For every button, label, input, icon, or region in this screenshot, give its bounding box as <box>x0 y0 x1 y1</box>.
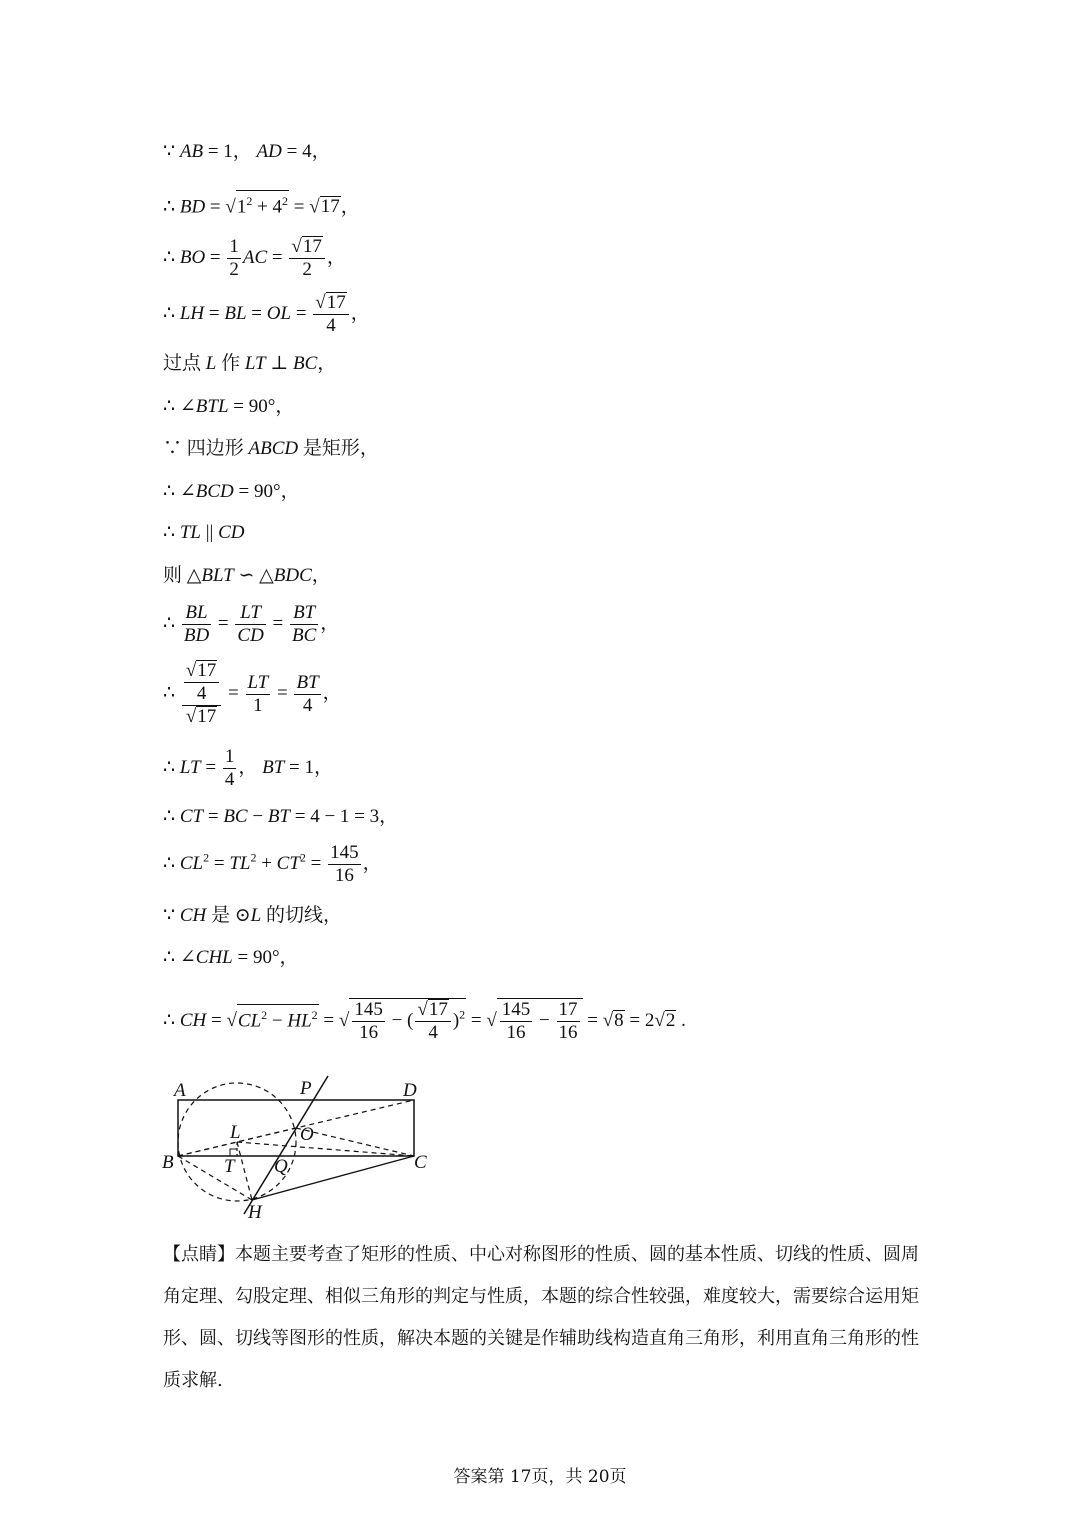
proof-line-17: ∴ ∠CHL = 90°， <box>163 947 299 968</box>
line-pq <box>244 1076 328 1214</box>
comment-tag: 【点睛】 <box>163 1244 235 1265</box>
label-o: O <box>300 1124 314 1145</box>
label-d: D <box>403 1080 417 1101</box>
label-h: H <box>248 1202 262 1223</box>
proof-line-13: ∴ LT = $\frac{1}{4}$ ， BT = 1， <box>163 746 333 790</box>
proof-line-14: ∴ CT = BC − BT = 4 − 1 = 3， <box>163 806 399 827</box>
proof-line-5: 过点 L 作 LT ⊥ BC， <box>163 353 337 374</box>
proof-line-9: ∴ TL || CD <box>163 522 245 543</box>
segment-bh <box>178 1156 252 1200</box>
proof-line-15: ∴ $CL^2 = TL^2 + CT^2$ = $\frac{145}{16}$ ， <box>163 842 382 886</box>
label-b: B <box>162 1152 174 1173</box>
proof-line-16: ∵ CH 是 ⊙L 的切线， <box>163 905 343 926</box>
comment-text: 本题主要考查了矩形的性质、中心对称图形的性质、圆的基本性质、切线的性质、圆周角定理、勾股定理、相似三角形的判定与性质，本题的综合性较强，难度较大，需要综合运用矩形、圆、切线等图形的性质，解决本题的关键是作辅助线构造直角三角形，利用直角三角形的性质求解. <box>163 1244 919 1391</box>
label-c: C <box>414 1152 427 1173</box>
proof-line-4: ∴ LH = BL = OL = $\frac{√17}{4}$ ， <box>163 292 370 336</box>
label-t: T <box>224 1156 235 1177</box>
geometry-figure <box>160 1072 450 1224</box>
proof-line-2: ∴ BD = $√1^2 + 4^2 = √17$， <box>163 190 360 219</box>
proof-line-12: ∴ $\frac{\frac{√17}{4}}{√17}$ = $\frac{LT}{1}$ = $\frac{BT}{4}$ ， <box>163 660 342 727</box>
right-angle-mark <box>230 1149 237 1156</box>
label-q: Q <box>274 1156 288 1177</box>
segment-lh <box>237 1142 252 1200</box>
proof-line-18: ∴ CH = $√CL^2 - HL^2$ = √ $\frac{145}{16}$ − ( $\frac{√17}{4}$ )$^2$ = √ $\frac{145}{16}$ − $\frac{17}{16}$ = √8 = 2√2 . <box>163 999 686 1043</box>
page-footer: 答案第 17页，共 20页 <box>453 1467 627 1487</box>
label-a: A <box>174 1080 186 1101</box>
label-p: P <box>300 1078 312 1099</box>
proof-line-10: 则 △BLT ∽ △BDC， <box>163 565 331 586</box>
proof-line-7: ∵ 四边形 ABCD 是矩形， <box>163 438 379 459</box>
proof-line-6: ∴ ∠BTL = 90°， <box>163 396 295 417</box>
proof-line-3: ∴ BO = $\frac{1}{2}$ AC = $\frac{√17}{2}$ ， <box>163 236 346 280</box>
comment-paragraph <box>163 1234 923 1402</box>
segment-lc <box>237 1142 414 1156</box>
proof-line-8: ∴ ∠BCD = 90°， <box>163 481 300 502</box>
proof-line-11: ∴ $\frac{BL}{BD}$ = $\frac{LT}{CD}$ = $\frac{BT}{BC}$ ， <box>163 602 340 646</box>
proof-line-1: ∵ AB = 1， AD = 4， <box>163 141 331 162</box>
label-l: L <box>230 1122 241 1143</box>
